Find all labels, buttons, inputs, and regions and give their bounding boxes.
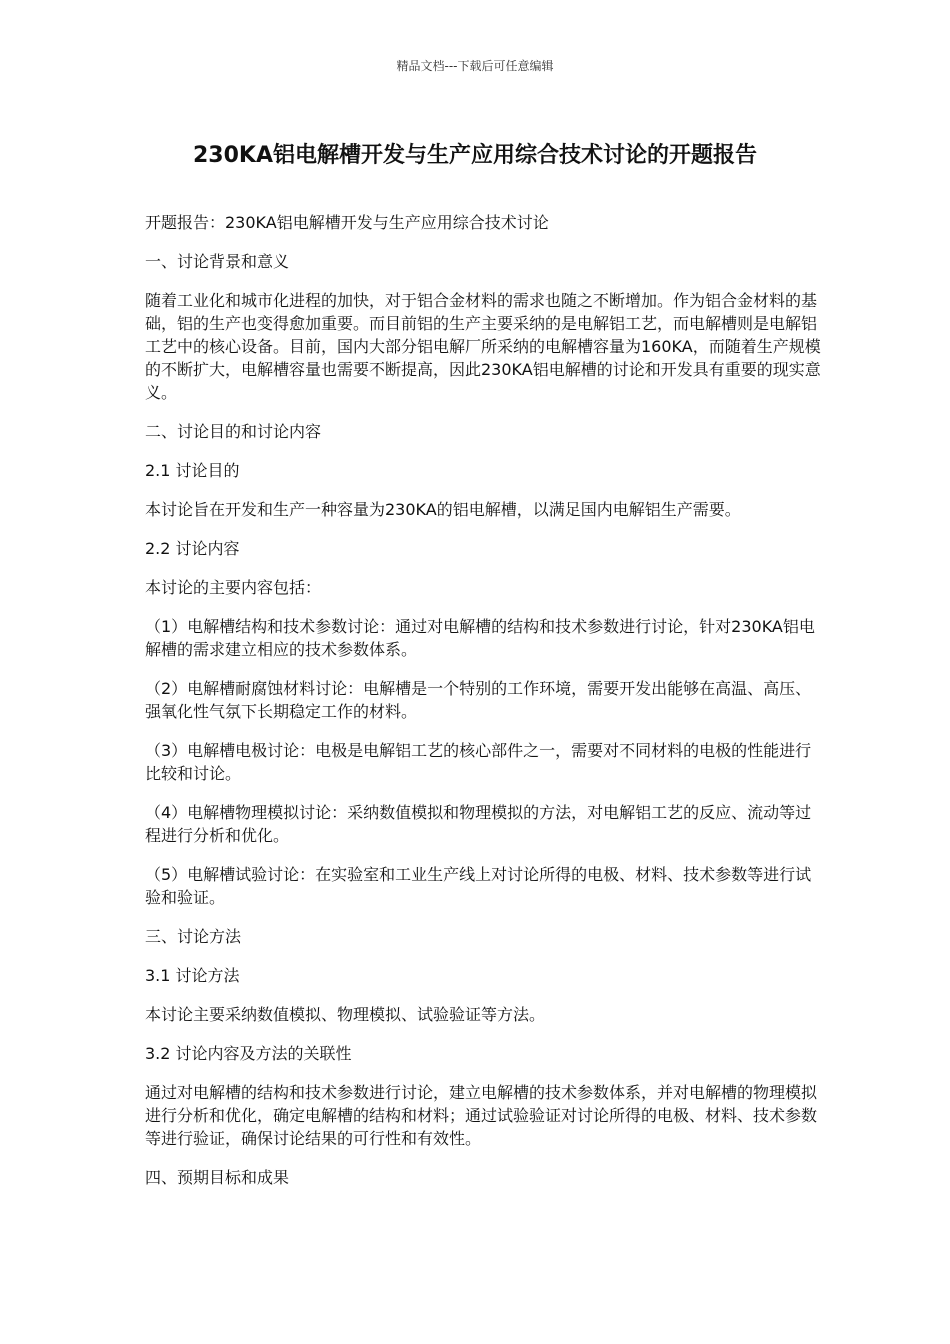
section-heading: 三、讨论方法 (145, 927, 242, 946)
subsection-heading: 3.1 讨论方法 (145, 966, 240, 985)
subsection-heading: 3.2 讨论内容及方法的关联性 (145, 1044, 352, 1063)
paragraph: 本讨论旨在开发和生产一种容量为230KA的铝电解槽，以满足国内电解铝生产需要。 (145, 500, 741, 519)
report-subtitle: 开题报告：230KA铝电解槽开发与生产应用综合技术讨论 (145, 213, 549, 232)
paragraph: 本讨论主要采纳数值模拟、物理模拟、试验验证等方法。 (145, 1005, 546, 1024)
page-header: 精品文档---下载后可任意编辑 (396, 59, 554, 73)
section-heading: 二、讨论目的和讨论内容 (145, 422, 322, 441)
document-body (145, 211, 825, 1205)
list-item: （2）电解槽耐腐蚀材料讨论：电解槽是一个特别的工作环境，需要开发出能够在高温、高压、强氧化性气氛下长期稳定工作的材料。 (145, 679, 812, 721)
list-item: （1）电解槽结构和技术参数讨论：通过对电解槽的结构和技术参数进行讨论，针对230KA铝电解槽的需求建立相应的技术参数体系。 (145, 617, 815, 659)
subsection-heading: 2.1 讨论目的 (145, 461, 240, 480)
list-item: （3）电解槽电极讨论：电极是电解铝工艺的核心部件之一，需要对不同材料的电极的性能进行比较和讨论。 (145, 741, 812, 783)
paragraph: 本讨论的主要内容包括： (145, 578, 322, 597)
paragraph: 通过对电解槽的结构和技术参数进行讨论，建立电解槽的技术参数体系，并对电解槽的物理模拟进行分析和优化，确定电解槽的结构和材料；通过试验验证对讨论所得的电极、材料、技术参数等进行验证，确保讨论结果的可行性和有效性。 (145, 1083, 818, 1148)
section-heading: 四、预期目标和成果 (145, 1168, 290, 1187)
section-heading: 一、讨论背景和意义 (145, 252, 290, 271)
paragraph: 随着工业化和城市化进程的加快，对于铝合金材料的需求也随之不断增加。作为铝合金材料的基础，铝的生产也变得愈加重要。而目前铝的生产主要采纳的是电解铝工艺，而电解槽则是电解铝工艺中的核心设备。目前，国内大部分铝电解厂所采纳的电解槽容量为160KA，而随着生产规模的不断扩大，电解槽容量也需要不断提高，因此230KA铝电解槽的讨论和开发具有重要的现实意义。 (145, 291, 821, 402)
list-item: （5）电解槽试验讨论：在实验室和工业生产线上对讨论所得的电极、材料、技术参数等进行试验和验证。 (145, 865, 812, 907)
list-item: （4）电解槽物理模拟讨论：采纳数值模拟和物理模拟的方法，对电解铝工艺的反应、流动等过程进行分析和优化。 (145, 803, 812, 845)
subsection-heading: 2.2 讨论内容 (145, 539, 240, 558)
document-title: 230KA铝电解槽开发与生产应用综合技术讨论的开题报告 (193, 143, 757, 168)
